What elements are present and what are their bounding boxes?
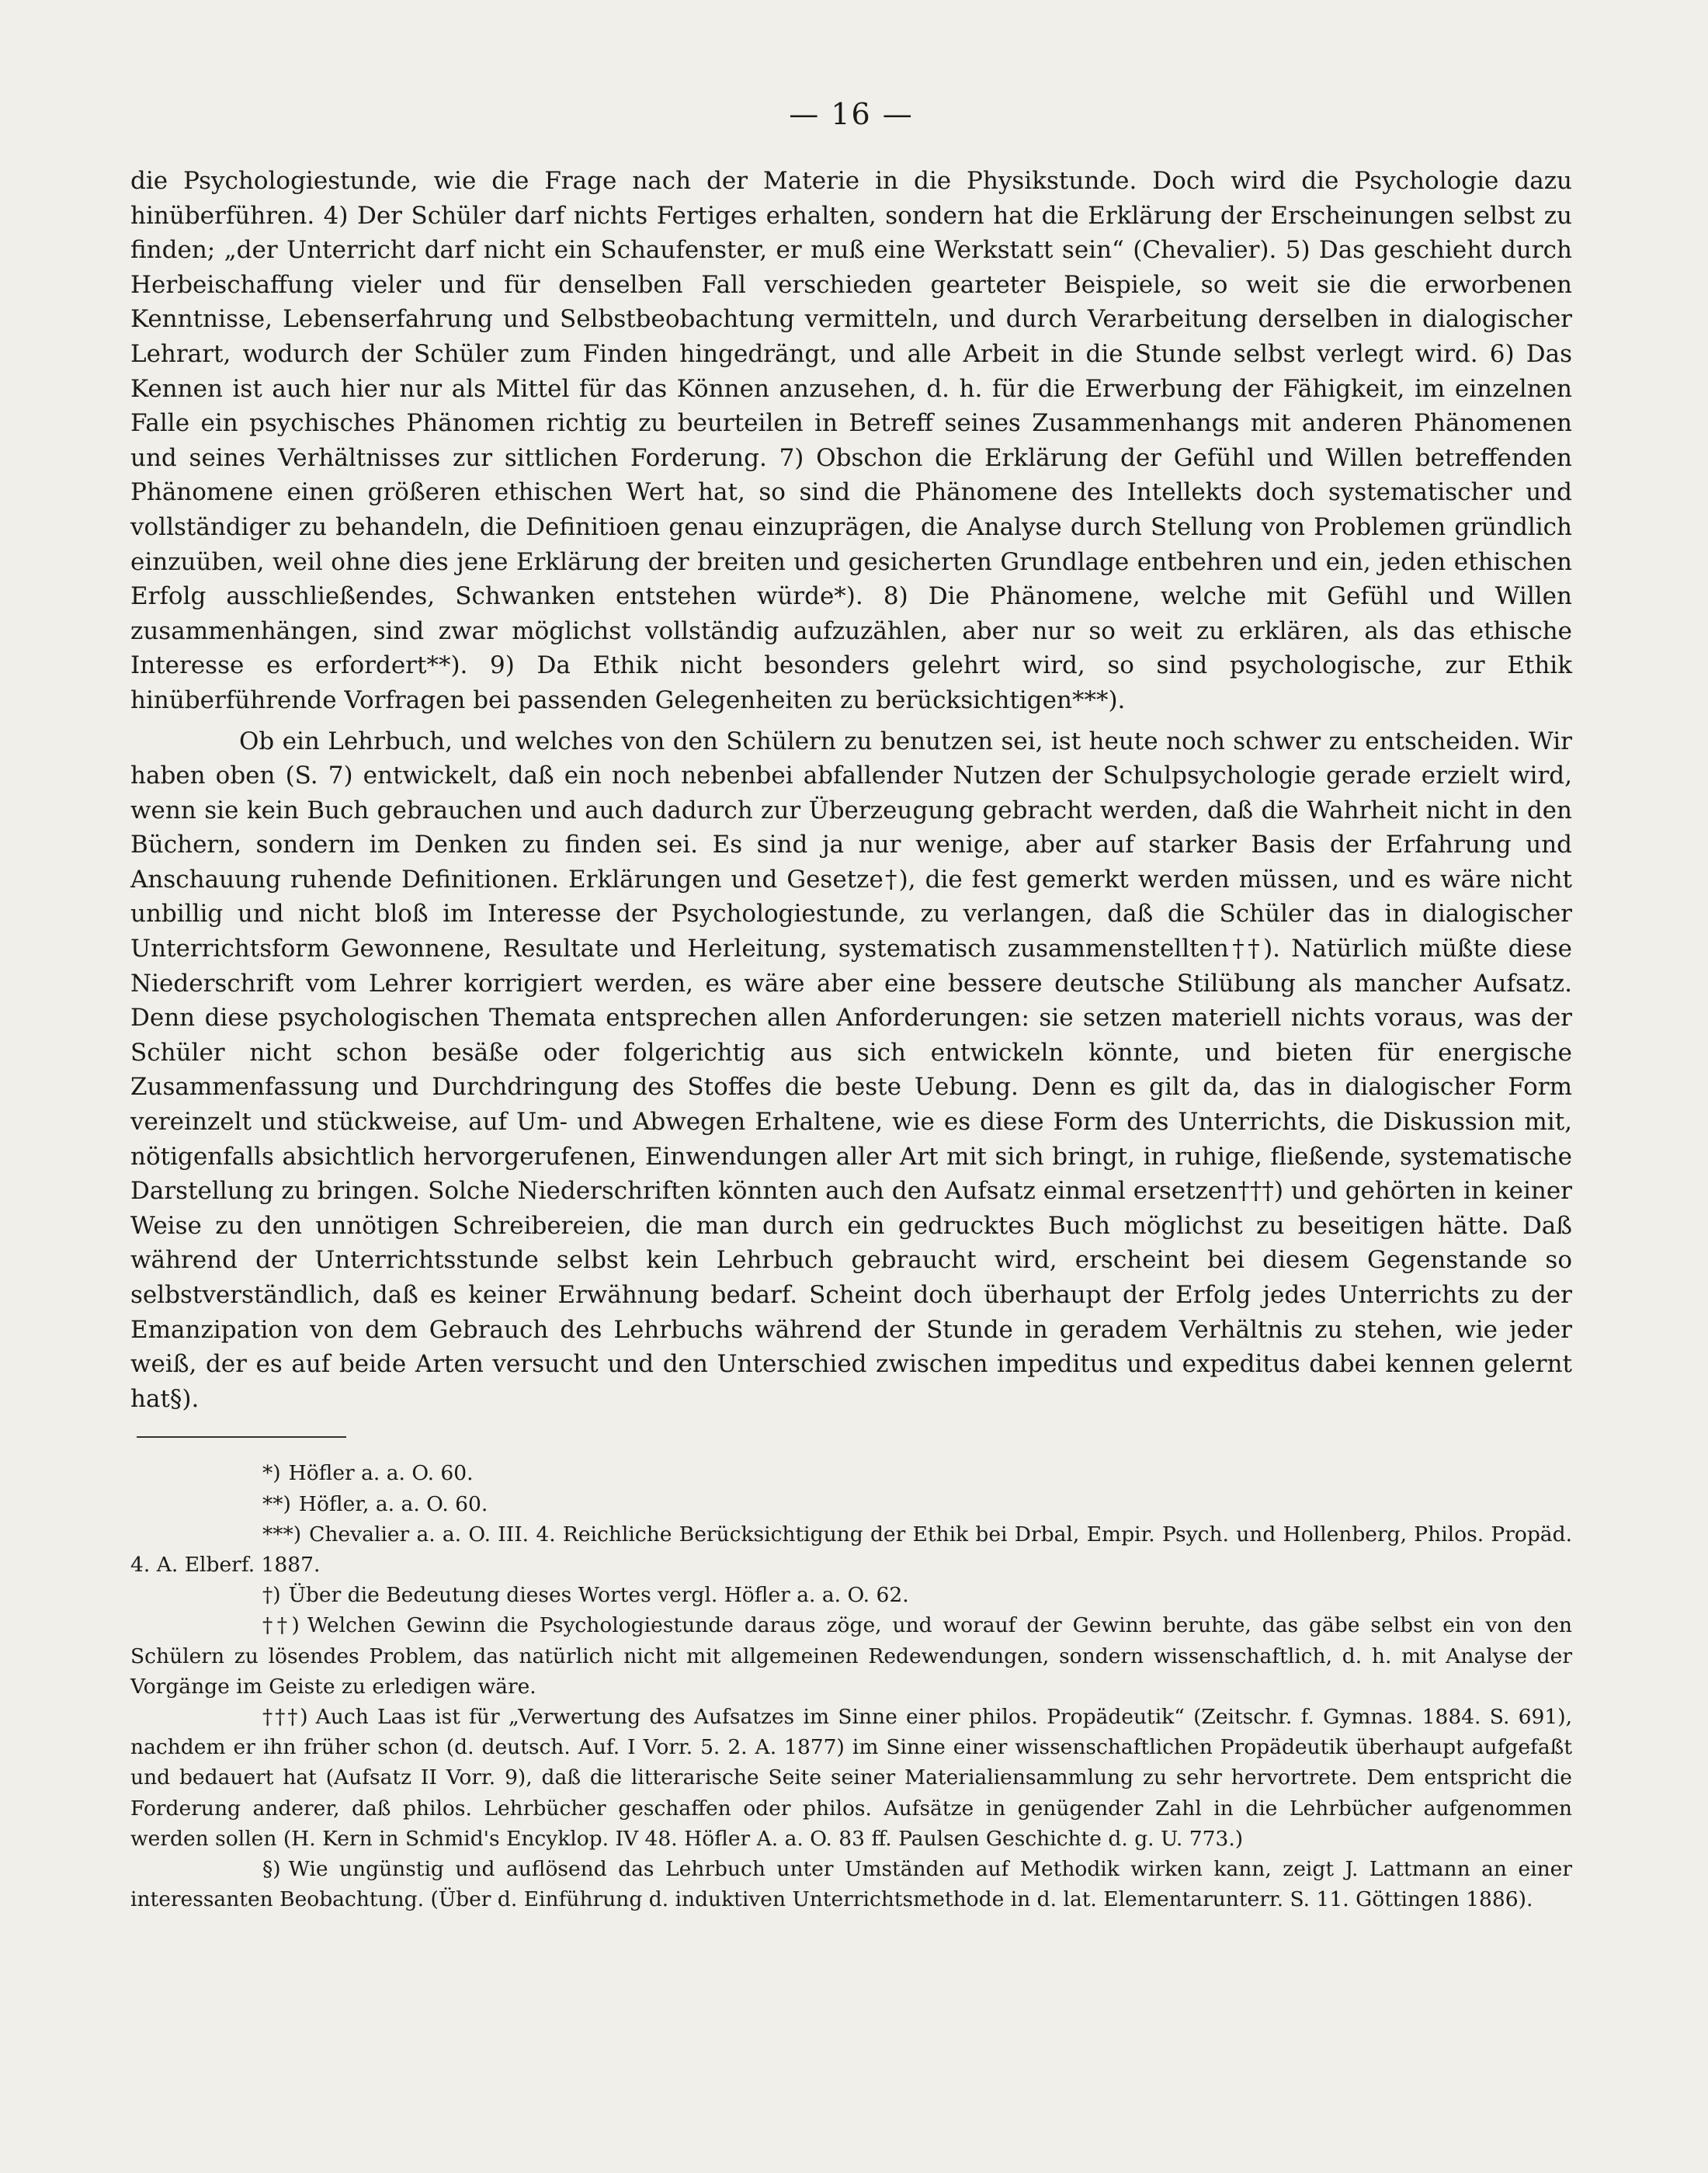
footnote-5 [130, 1610, 1572, 1702]
footnote-marker: ***) [262, 1522, 302, 1546]
footnotes [130, 1458, 1572, 1914]
footnote-text: Höfler a. a. O. 60. [288, 1461, 474, 1486]
footnote-7 [130, 1854, 1572, 1914]
body-paragraph-2: Ob ein Lehrbuch, und welches von den Schülern zu benutzen sei, ist heute noch schwer zu entscheiden. Wir haben oben (S. 7) entwickelt, daß ein noch nebenbei abfallender Nutzen der Schulpsychologie gerade erzielt wird, wenn sie kein Buch gebrauchen und auch dadurch zur Überzeugung gebracht werden, daß die Wahrheit nicht in den Büchern, sondern im Denken zu finden sei. Es sind ja nur wenige, aber auf starker Basis der Erfahrung und Anschauung ruhende Definitionen. Erklärungen und Gesetze†), die fest gemerkt werden müssen, und es wäre nicht unbillig und nicht bloß im Interesse der Psychologiestunde, zu verlangen, daß die Schüler das in dialogischer Unterrichtsform Gewonnene, Resultate und Herleitung, systematisch zusammenstellten††). Natürlich müßte diese Niederschrift vom Lehrer korrigiert werden, es wäre aber eine bessere deutsche Stilübung als mancher Aufsatz. Denn diese psychologischen Themata entsprechen allen Anforderungen: sie setzen materiell nichts voraus, was der Schüler nicht schon besäße oder folgerichtig aus sich entwickeln könnte, und bieten für energische Zusammenfassung und Durchdringung des Stoffes die beste Uebung. Denn es gilt da, das in dialogischer Form vereinzelt und stückweise, auf Um- und Abwegen Erhaltene, wie es diese Form des Unterrichts, die Diskussion mit, nötigenfalls absichtlich hervorgerufenen, Einwendungen aller Art mit sich bringt, in ruhige, fließende, systematische Darstellung zu bringen. Solche Niederschriften könnten auch den Aufsatz einmal ersetzen†††) und gehörten in keiner Weise zu den unnötigen Schreibereien, die man durch ein gedrucktes Buch möglichst zu beseitigen hätte. Daß während der Unterrichtsstunde selbst kein Lehrbuch gebraucht wird, erscheint bei diesem Gegenstande so selbstverständlich, daß es keiner Erwähnung bedarf. Scheint doch überhaupt der Erfolg jedes Unterrichts zu der Emanzipation von dem Gebrauch des Lehrbuchs während der Stunde in geradem Verhältnis zu stehen, wie jeder weiß, der es auf beide Arten versucht und den Unterschied zwischen impeditus und expeditus dabei kennen gelernt hat§). [130, 727, 1572, 1413]
footnote-marker: †††) [262, 1705, 308, 1729]
footnote-1 [130, 1458, 1572, 1488]
footnote-divider [137, 1436, 346, 1438]
footnote-4 [130, 1580, 1572, 1610]
footnote-text: Höfler, a. a. O. 60. [298, 1491, 488, 1516]
footnote-text: Chevalier a. a. O. III. 4. Reichliche Berücksichtigung der Ethik bei Drbal, Empir. Psych. und Hollenberg, Philos. Propäd. 4. A. Elberf. 1887. [130, 1522, 1572, 1577]
footnote-6 [130, 1702, 1572, 1854]
footnote-3 [130, 1519, 1572, 1580]
footnote-text: Auch Laas ist für „Verwertung des Aufsatzes im Sinne einer philos. Propädeutik“ (Zeitschr. f. Gymnas. 1884. S. 691), nachdem er ihn früher schon (d. deutsch. Auf. I Vorr. 5. 2. A. 1877) im Sinne einer wissenschaftlichen Propädeutik überhaupt aufgefaßt und bedauert hat (Aufsatz II Vorr. 9), daß die litterarische Seite seiner Materialiensammlung zu sehr hervortrete. Dem entspricht die Forderung anderer, daß philos. Lehrbücher geschaffen oder philos. Aufsätze in genügender Zahl in die Lehrbücher aufgenommen werden sollen (H. Kern in Schmid's Encyklop. IV 48. Höfler A. a. O. 83 ff. Paulsen Geschichte d. g. U. 773.) [130, 1705, 1572, 1851]
footnote-text: Wie ungünstig und auflösend das Lehrbuch unter Umständen auf Methodik wirken kann, zeigt J. Lattmann an einer interessanten Beobachtung. (Über d. Einführung d. induktiven Unterrichtsmethode in d. lat. Elementarunterr. S. 11. Göttingen 1886). [130, 1857, 1572, 1912]
page-number: — 16 — [789, 97, 914, 131]
footnote-marker: *) [262, 1461, 281, 1486]
footnote-marker: **) [262, 1491, 291, 1516]
body-paragraph-1: die Psychologiestunde, wie die Frage nach der Materie in die Physikstunde. Doch wird die Psychologie dazu hinüberführen. 4) Der Schüler darf nichts Fertiges erhalten, sondern hat die Erklärung der Erscheinungen selbst zu finden; „der Unterricht darf nicht ein Schaufenster, er muß eine Werkstatt sein“ (Chevalier). 5) Das geschieht durch Herbeischaffung vieler und für denselben Fall verschieden gearteter Beispiele, so weit sie die erworbenen Kenntnisse, Lebenserfahrung und Selbstbeobachtung vermitteln, und durch Verarbeitung derselben in dialogischer Lehrart, wodurch der Schüler zum Finden hingedrängt, und alle Arbeit in die Stunde selbst verlegt wird. 6) Das Kennen ist auch hier nur als Mittel für das Können anzusehen, d. h. für die Erwerbung der Fähigkeit, im einzelnen Falle ein psychisches Phänomen richtig zu beurteilen in Betreff seines Zusammenhangs mit anderen Phänomenen und seines Verhältnisses zur sittlichen Forderung. 7) Obschon die Erklärung der Gefühl und Willen betreffenden Phänomene einen größeren ethischen Wert hat, so sind die Phänomene des Intellekts doch systematischer und vollständiger zu behandeln, die Definitioen genau einzuprägen, die Analyse durch Stellung von Problemen gründlich einzuüben, weil ohne dies jene Erklärung der breiten und gesicherten Grundlage entbehren und ein, jeden ethischen Erfolg ausschließendes, Schwanken entstehen würde*). 8) Die Phänomene, welche mit Gefühl und Willen zusammenhängen, sind zwar möglichst vollständig aufzuzählen, aber nur so weit zu erklären, als das ethische Interesse es erfordert**). 9) Da Ethik nicht besonders gelehrt wird, so sind psychologische, zur Ethik hinüberführende Vorfragen bei passenden Gelegenheiten zu berücksichtigen***). [130, 167, 1572, 714]
footnote-text: Über die Bedeutung dieses Wortes vergl. Höfler a. a. O. 62. [288, 1583, 909, 1608]
footnote-marker: ††) [262, 1613, 300, 1638]
footnote-text: Welchen Gewinn die Psychologiestunde daraus zöge, und worauf der Gewinn beruhte, das gäbe selbst ein von den Schülern zu lösendes Problem, das natürlich nicht mit allgemeinen Redewendungen, sondern wissenschaftlich, d. h. mit Analyse der Vorgänge im Geiste zu erledigen wäre. [130, 1613, 1572, 1699]
footnote-2 [130, 1489, 1572, 1519]
footnote-marker: †) [262, 1583, 281, 1608]
footnote-marker: §) [262, 1857, 281, 1882]
